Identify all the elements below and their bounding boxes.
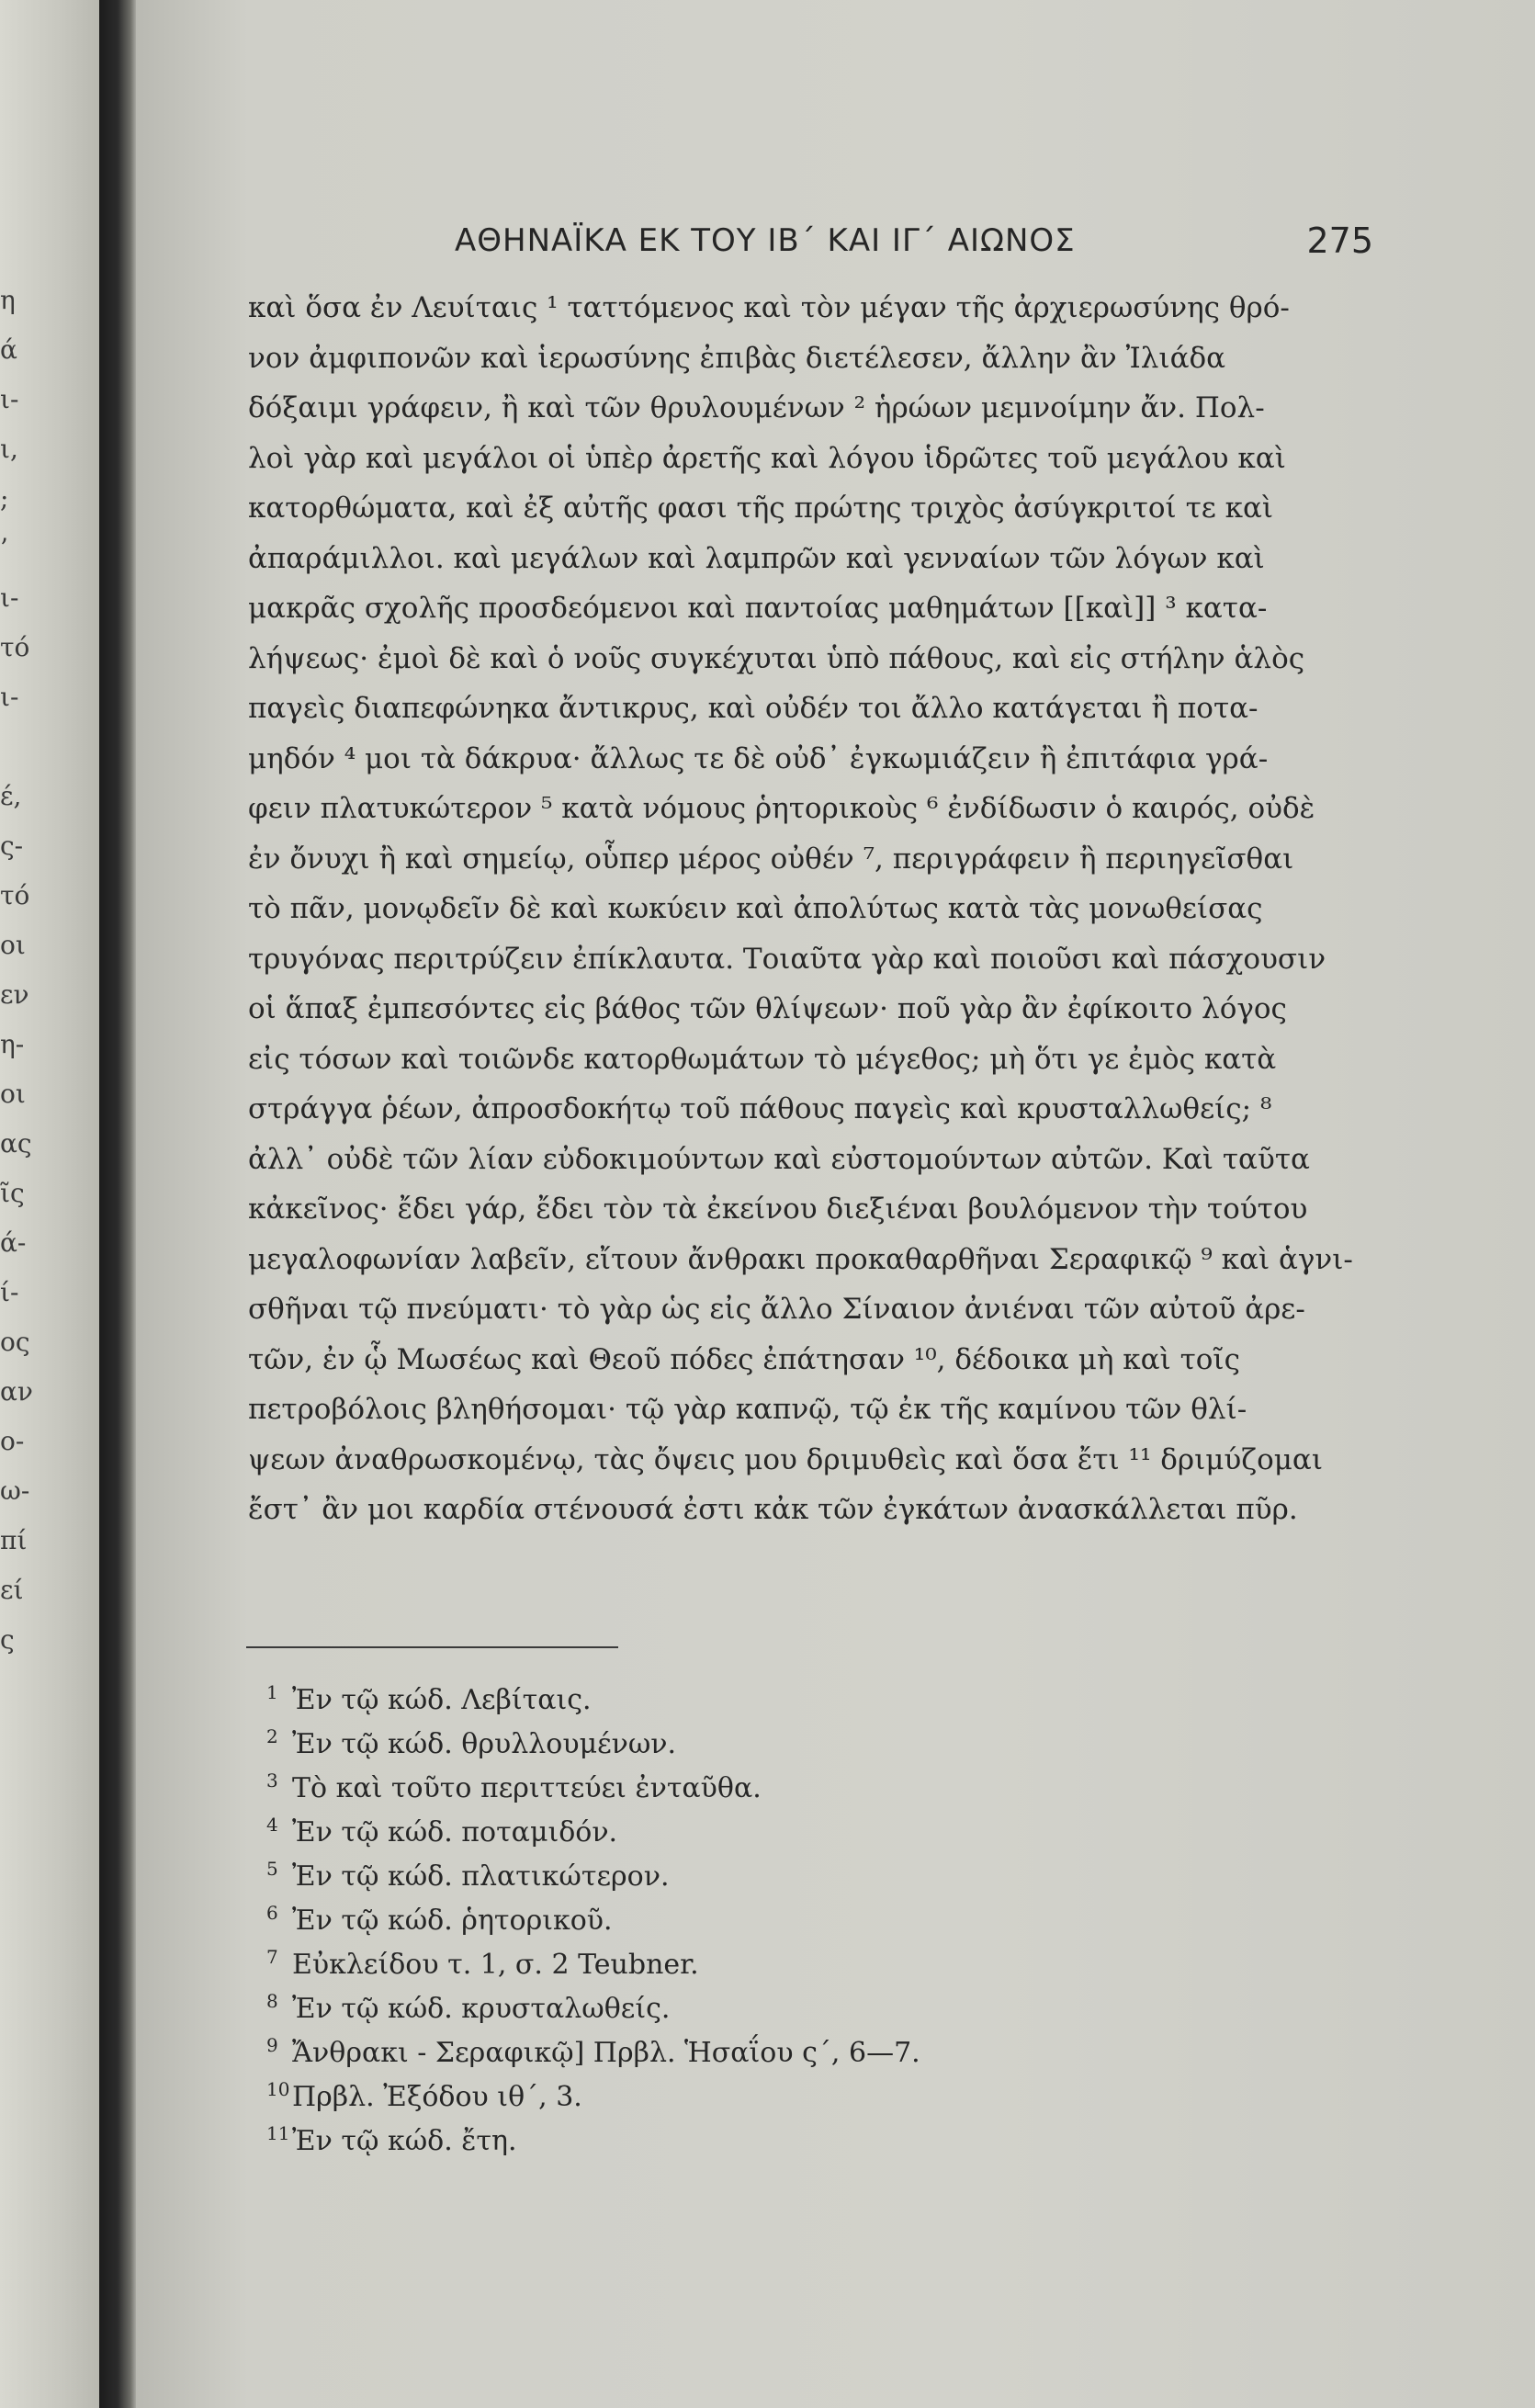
text-line: κατορθώματα, καὶ ἐξ αὐτῆς φασι τῆς πρώτης τριχὸς ἀσύγκριτοί τε καὶ (248, 492, 1274, 525)
margin-fragment: οι (0, 1079, 26, 1109)
margin-fragment: ι- (0, 384, 19, 414)
text-line: τὸ πᾶν, μονῳδεῖν δὲ καὶ κωκύειν καὶ ἀπολύτως κατὰ τὰς μονωθείσας (248, 892, 1263, 925)
footnote (266, 1803, 1093, 1847)
footnote (266, 1979, 1093, 2023)
footnote-number: 6 (266, 1902, 278, 1924)
margin-fragment: ας (0, 1128, 32, 1159)
text-line: λήψεως· ἐμοὶ δὲ καὶ ὁ νοῦς συγκέχυται ὑπὸ πάθους, καὶ εἰς στήλην ἁλὸς (248, 641, 1305, 675)
text-line: μηδόν ⁴ μοι τὰ δάκρυα· ἄλλως τε δὲ οὐδ᾽ ἐγκωμιάζειν ἢ ἐπιτάφια γρά- (248, 741, 1269, 775)
text-line: καὶ ὅσα ἐν Λευίταις ¹ ταττόμενος καὶ τὸν μέγαν τῆς ἀρχιερωσύνης θρό- (248, 291, 1290, 324)
margin-fragment: ι, (0, 434, 18, 464)
footnote-number: 8 (266, 1990, 278, 2012)
footnote-number: 11 (266, 2122, 290, 2144)
text-line: ἀπαράμιλλοι. καὶ μεγάλων καὶ λαμπρῶν καὶ γενναίων τῶν λόγων καὶ (248, 541, 1265, 575)
margin-fragment: ’ (0, 533, 8, 563)
text-line: παγεὶς διαπεφώνηκα ἄντικρυς, καὶ οὐδέν τοι ἄλλο κατάγεται ἢ ποτα- (248, 692, 1258, 725)
text-line: εἰς τόσων καὶ τοιῶνδε κατορθωμάτων τὸ μέγεθος; μὴ ὅτι γε ἐμὸς κατὰ (248, 1042, 1277, 1076)
text-line: μεγαλοφωνίαν λαβεῖν, εἴτουν ἄνθρακι προκαθαρθῆναι Σεραφικῷ ⁹ καὶ ἁγνι- (248, 1242, 1353, 1276)
margin-fragment (0, 722, 55, 772)
margin-fragment: ι- (0, 682, 19, 712)
text-line: σθῆναι τῷ πνεύματι· τὸ γὰρ ὡς εἰς ἄλλο Σίναιον ἀνιέναι τῶν αὐτοῦ ἀρε- (248, 1293, 1305, 1326)
footnote (266, 2067, 1093, 2111)
footnote-text: Ἐν τῷ κώδ. κρυσταλωθείς. (292, 1993, 671, 2025)
text-line: ψεων ἀναθρωσκομένῳ, τὰς ὄψεις μου δριμυθεὶς καὶ ὅσα ἔτι ¹¹ δριμύζομαι (248, 1442, 1323, 1476)
text-line: μακρᾶς σχολῆς προσδεόμενοι καὶ παντοίας μαθημάτων [[καὶ]] ³ κατα- (248, 592, 1268, 625)
footnote (266, 2023, 1093, 2067)
text-line: ἐν ὄνυχι ἢ καὶ σημείῳ, οὗπερ μέρος οὐθέν ⁷, περιγράφειν ἢ περιηγεῖσθαι (248, 842, 1294, 876)
footnote (266, 1714, 1093, 1758)
book-gutter (99, 0, 136, 2408)
facing-page-edge (0, 0, 101, 2408)
text-line: τῶν, ἐν ᾧ Μωσέως καὶ Θεοῦ πόδες ἐπάτησαν ¹⁰, δέδοικα μὴ καὶ τοῖς (248, 1342, 1240, 1376)
margin-fragment: ς (0, 1624, 15, 1655)
text-line: νον ἀμφιπονῶν καὶ ἱερωσύνης ἐπιβὰς διετέλεσεν, ἄλλην ἂν Ἰλιάδα (248, 341, 1226, 375)
margin-fragment: οι (0, 930, 26, 960)
footnote-text: Εὐκλείδου τ. 1, σ. 2 Teubner. (292, 1949, 699, 1981)
text-line: τρυγόνας περιτρύζειν ἐπίκλαυτα. Τοιαῦτα γὰρ καὶ ποιοῦσι καὶ πάσχουσιν (248, 942, 1326, 976)
footnote (266, 1758, 1093, 1803)
margin-fragment: ι- (0, 582, 19, 613)
footnote-rule (246, 1646, 618, 1648)
footnote-text: Ἐν τῷ κώδ. ποταμιδόν. (292, 1816, 618, 1848)
margin-fragment: ; (0, 483, 9, 514)
footnote-number: 4 (266, 1814, 278, 1836)
footnote-number: 5 (266, 1858, 278, 1880)
margin-fragment: τό (0, 880, 30, 910)
footnote-number: 7 (266, 1946, 278, 1968)
text-line: λοὶ γὰρ καὶ μεγάλοι οἱ ὑπὲρ ἀρετῆς καὶ λόγου ἱδρῶτες τοῦ μεγάλου καὶ (248, 441, 1286, 475)
margin-fragment: ος (0, 1327, 30, 1357)
footnote-text: Ἄνθρακι - Σεραφικῷ] Πρβλ. Ἡσαΐου ς´, 6—7. (292, 2037, 920, 2069)
facing-page-fragments (0, 276, 55, 1665)
text-line: δόξαιμι γράφειν, ἢ καὶ τῶν θρυλουμένων ² ἡρώων μεμνοίμην ἄν. Πολ- (248, 391, 1265, 424)
margin-fragment: αν (0, 1376, 33, 1407)
margin-fragment: ο- (0, 1426, 25, 1456)
margin-fragment: πί (0, 1525, 28, 1555)
page-number: 275 (1306, 220, 1373, 261)
margin-fragment: ῖς (0, 1178, 25, 1208)
footnote (266, 1847, 1093, 1891)
margin-fragment: η (0, 285, 16, 315)
footnote (266, 2111, 1093, 2155)
main-text (248, 283, 1387, 1535)
footnote (266, 1670, 1093, 1714)
footnote-text: Πρβλ. Ἐξόδου ιθ´, 3. (292, 2081, 582, 2113)
margin-fragment: έ, (0, 781, 22, 811)
footnote-number: 9 (266, 2034, 278, 2056)
text-line: φειν πλατυκώτερον ⁵ κατὰ νόμους ῥητορικοὺς ⁶ ἐνδίδωσιν ὁ καιρός, οὐδὲ (248, 792, 1315, 825)
footnote (266, 1891, 1093, 1935)
footnote-text: Ἐν τῷ κώδ. Λεβίταις. (292, 1684, 592, 1716)
footnote-text: Ἐν τῷ κώδ. θρυλλουμένων. (292, 1728, 677, 1760)
footnote-number: 2 (266, 1725, 278, 1747)
text-line: πετροβόλοις βληθήσομαι· τῷ γὰρ καπνῷ, τῷ ἐκ τῆς καμίνου τῶν θλί- (248, 1393, 1247, 1426)
text-line: κἀκεῖνος· ἔδει γάρ, ἔδει τὸν τὰ ἐκείνου διεξιέναι βουλόμενον τὴν τούτου (248, 1193, 1308, 1226)
margin-fragment: ς- (0, 831, 24, 861)
margin-fragment: ά (0, 334, 17, 365)
footnotes (266, 1670, 1093, 2155)
margin-fragment: ά- (0, 1227, 27, 1258)
running-title: ΑΘΗΝΑΪΚΑ ΕΚ ΤΟΥ ΙΒ΄ ΚΑΙ ΙΓ΄ ΑΙΩΝΟΣ (455, 222, 1076, 259)
margin-fragment: η- (0, 1029, 25, 1059)
text-line: ἀλλ᾽ οὐδὲ τῶν λίαν εὐδοκιμούντων καὶ εὐστομούντων αὐτῶν. Καὶ ταῦτα (248, 1142, 1310, 1176)
margin-fragment: εν (0, 979, 29, 1010)
margin-fragment: εί (0, 1575, 24, 1605)
running-header (455, 222, 1373, 268)
text-line: στράγγα ῥέων, ἀπροσδοκήτῳ τοῦ πάθους παγεὶς καὶ κρυσταλλωθείς; ⁸ (248, 1092, 1272, 1125)
footnote-number: 10 (266, 2078, 290, 2100)
margin-fragment: ω- (0, 1475, 30, 1506)
footnote-text: Τὸ καὶ τοῦτο περιττεύει ἐνταῦθα. (292, 1772, 762, 1804)
footnote-text: Ἐν τῷ κώδ. πλατικώτερον. (292, 1860, 670, 1893)
text-line: οἱ ἅπαξ ἐμπεσόντες εἰς βάθος τῶν θλίψεων· ποῦ γὰρ ἂν ἐφίκοιτο λόγος (248, 992, 1287, 1025)
footnote (266, 1935, 1093, 1979)
margin-fragment: ί- (0, 1277, 19, 1307)
footnote-text: Ἐν τῷ κώδ. ῥητορικοῦ. (292, 1905, 613, 1937)
footnote-number: 3 (266, 1769, 278, 1792)
margin-fragment: τό (0, 632, 30, 662)
footnote-number: 1 (266, 1681, 278, 1703)
footnote-text: Ἐν τῷ κώδ. ἔτη. (292, 2125, 517, 2157)
text-line: ἔστ᾽ ἂν μοι καρδία στένουσά ἐστι κἀκ τῶν ἐγκάτων ἀνασκάλλεται πῦρ. (248, 1493, 1298, 1526)
